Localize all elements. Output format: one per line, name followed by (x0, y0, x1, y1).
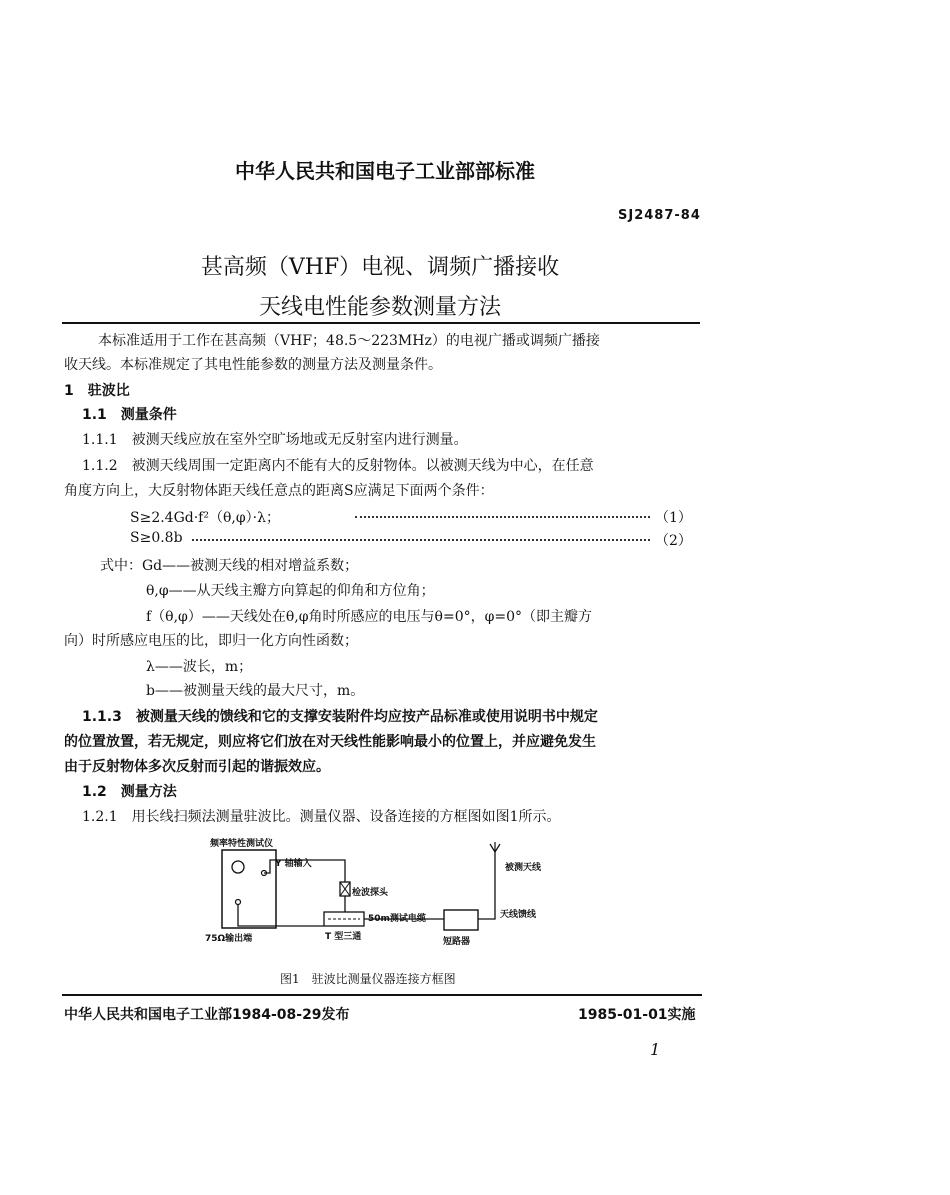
label-feeder: 天线馈线 (500, 910, 537, 920)
para-1-1-2-line-2: 角度方向上，大反射物体距天线任意点的距离S应满足下面两个条件： (64, 483, 494, 499)
where-f-line-1: f（θ,φ）——天线处在θ,φ角时所感应的电压与θ=0°，φ=0°（即主瓣方 (146, 609, 593, 625)
where-theta-phi: θ,φ——从天线主瓣方向算起的仰角和方位角； (146, 583, 435, 599)
label-short: 短路器 (443, 937, 471, 947)
para-1-1-1: 1.1.1 被测天线应放在室外空旷场地或无反射室内进行测量。 (82, 432, 468, 448)
where-lambda: λ——波长，m； (146, 659, 253, 675)
section-1-1-heading: 1.1 测量条件 (82, 407, 177, 423)
label-tee: T 型三通 (325, 932, 362, 942)
effective-date: 1985-01-01实施 (578, 1007, 696, 1023)
instrument-box (222, 850, 276, 928)
equation-2: S≥0.8b (130, 530, 183, 546)
section-1-heading: 1 驻波比 (64, 383, 130, 399)
standard-header: 中华人民共和国电子工业部部标准 (235, 159, 535, 183)
where-b: b——被测量天线的最大尺寸，m。 (146, 683, 365, 699)
page-number: 1 (650, 1040, 661, 1059)
section-1-2-heading: 1.2 测量方法 (82, 784, 177, 800)
output-port (236, 900, 241, 905)
label-instrument: 频率特性测试仪 (210, 839, 274, 849)
title-line-2: 天线电性能参数测量方法 (258, 295, 501, 320)
title-line-1: 甚高频（VHF）电视、调频广播接收 (200, 255, 560, 280)
issued-date: 中华人民共和国电子工业部1984-08-29发布 (64, 1007, 350, 1023)
label-cable: 50m测试电缆 (368, 914, 426, 924)
para-1-1-3-line-2: 的位置放置，若无规定，则应将它们放在对天线性能影响最小的位置上，并应避免发生 (64, 734, 596, 750)
para-1-2-1: 1.2.1 用长线扫频法测量驻波比。测量仪器、设备连接的方框图如图1所示。 (82, 809, 561, 825)
para-1-1-3-line-1: 1.1.3 被测量天线的馈线和它的支撑安装附件均应按产品标准或使用说明书中规定 (82, 709, 598, 725)
short-circuit-box (444, 910, 478, 930)
instrument-screen-icon (232, 861, 244, 873)
equation-1-leader (355, 516, 650, 518)
equation-2-number: （2） (655, 533, 692, 549)
figure-1-caption: 图1 驻波比测量仪器连接方框图 (280, 972, 456, 986)
title-rule (62, 322, 700, 324)
equation-2-leader (192, 539, 650, 541)
label-antenna: 被测天线 (505, 863, 542, 873)
equation-1-number: （1） (655, 510, 692, 526)
label-output: 75Ω输出端 (205, 934, 253, 944)
where-f-line-2: 向）时所感应电压的比，即归一化方向性函数； (64, 633, 358, 649)
intro-line-2: 收天线。本标准规定了其电性能参数的测量方法及测量条件。 (64, 357, 442, 373)
standard-code: SJ2487-84 (618, 208, 701, 223)
antenna-icon (490, 844, 495, 852)
para-1-1-3-line-3: 由于反射物体多次反射而引起的谐振效应。 (64, 759, 330, 775)
footer-rule (62, 994, 702, 996)
where-gd: 式中：Gd——被测天线的相对增益系数； (100, 558, 359, 574)
equation-1: S≥2.4Gd·f²（θ,φ）·λ； (130, 510, 280, 526)
label-detector: 检波探头 (352, 888, 389, 898)
para-1-1-2-line-1: 1.1.2 被测天线周围一定距离内不能有大的反射物体。以被测天线为中心，在任意 (82, 458, 594, 474)
intro-line-1: 本标准适用于工作在甚高频（VHF；48.5～223MHz）的电视广播或调频广播接 (98, 333, 600, 349)
label-y-input: Y 轴输入 (275, 859, 312, 869)
